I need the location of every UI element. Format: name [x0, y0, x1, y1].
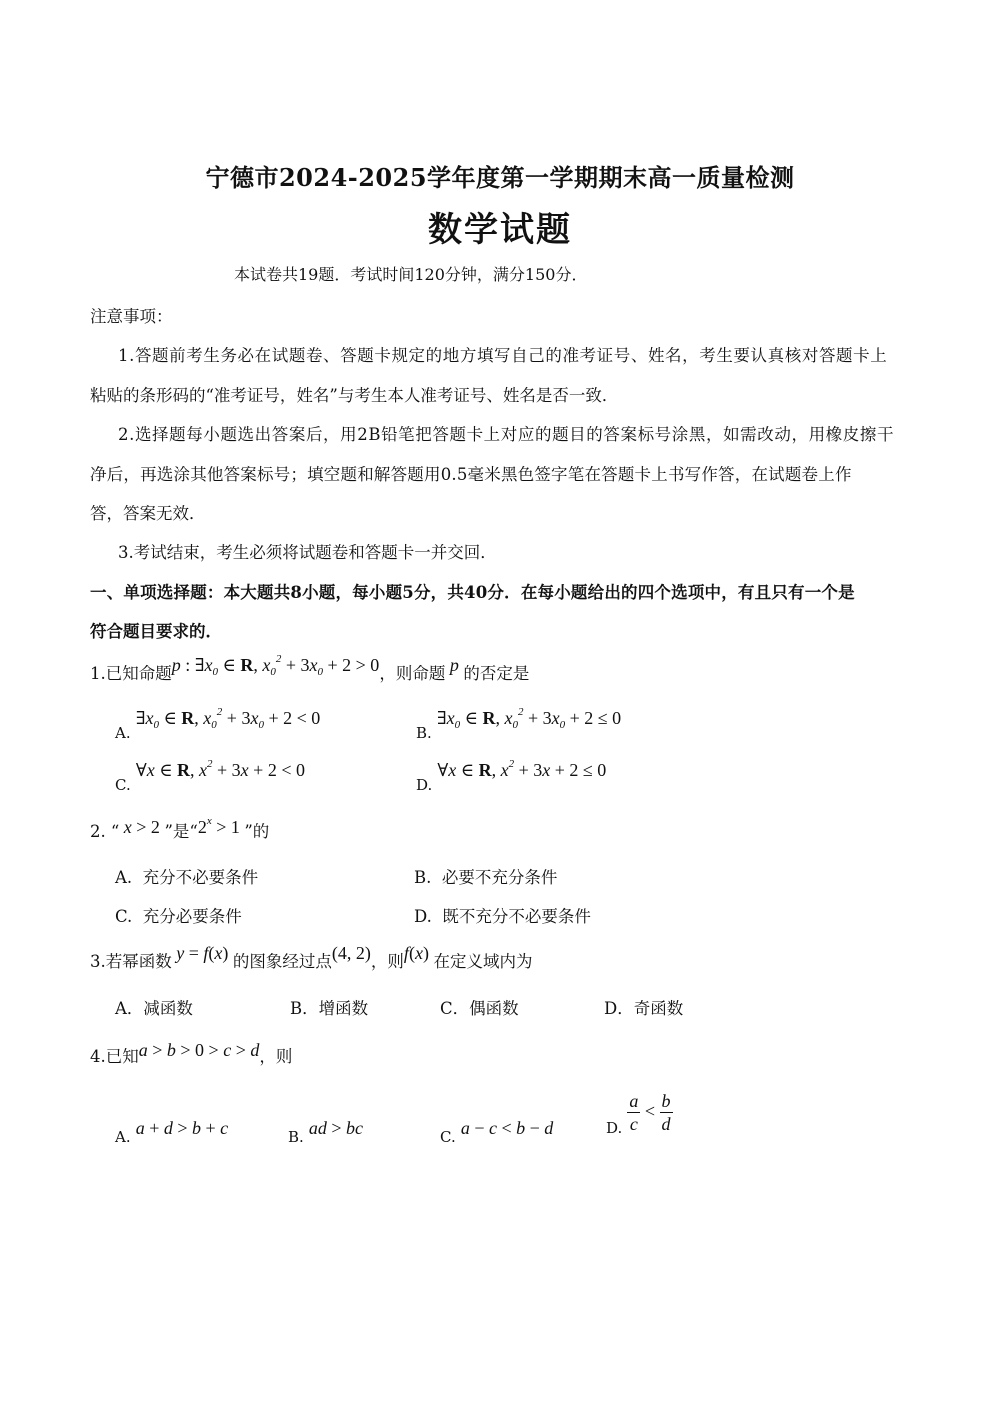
q3-option-a-label: A． — [115, 999, 144, 1018]
q4-option-d-label: D. — [606, 1118, 623, 1137]
question-3 — [90, 943, 533, 972]
q2-option-d-label: D. — [414, 907, 432, 926]
notice-item-1-line-2: 粘贴的条形码的“准考证号，姓名”与考生本人准考证号、姓名是否一致． — [90, 386, 619, 405]
notice-item-2-line-2: 净后，再选涂其他答案标号；填空题和解答题用0.5毫米黑色签字笔在答题卡上书写作答，在试题卷上作 — [90, 465, 852, 484]
q2-option-a-label: A. — [115, 868, 133, 887]
notice-item-3: 3.考试结束，考生必须将试题卷和答题卡一并交回． — [118, 543, 497, 562]
q4-option-a-label: A. — [115, 1128, 131, 1146]
q3-suffix: 在定义域内为 — [433, 952, 533, 971]
q1-option-c-formula: ∀x ∈ R, $x^2 + 3x + 2 < 0$ — [135, 758, 305, 780]
exam-title: 宁德市2024-2025学年度第一学期期末高一质量检测 — [205, 163, 795, 192]
q3-option-a-text: 减函数 — [143, 999, 193, 1018]
q1-option-c-label: C. — [115, 776, 131, 794]
notice-item-1-line-1: 1.答题前考生务必在试题卷、答题卡规定的地方填写自己的准考证号、姓名，考生要认真核对答题卡上 — [118, 346, 888, 365]
q4-suffix: ，则 — [259, 1047, 293, 1066]
section-1-heading-line-1: 一、单项选择题：本大题共8小题，每小题5分，共40分．在每小题给出的四个选项中，有且只有一个是 — [90, 583, 855, 602]
q2-option-d[interactable] — [414, 903, 591, 927]
q2-option-a-text: 充分不必要条件 — [142, 868, 259, 887]
q2-option-a[interactable] — [115, 864, 258, 888]
q1-suffix: 的否定是 — [463, 664, 530, 683]
q1-option-d[interactable] — [416, 758, 607, 794]
q2-option-c-label: C. — [115, 907, 133, 926]
q3-option-b-label: B． — [290, 999, 319, 1018]
q2-option-c-text: 充分必要条件 — [142, 907, 242, 926]
subject-title: 数学试题 — [428, 210, 572, 250]
q2-condition-1: x > 2 — [119, 817, 165, 837]
q3-option-a[interactable] — [115, 995, 193, 1019]
q3-option-c-text: 偶函数 — [469, 999, 519, 1018]
q1-option-a[interactable] — [115, 706, 321, 742]
q1-option-b-label: B. — [416, 724, 432, 742]
notice-item-2-line-3: 答，答案无效． — [90, 504, 206, 523]
q3-option-c-label: C． — [440, 999, 470, 1018]
q1-option-b-formula: $\exists x_0$ ∈ R, $x_0^2 + 3x_0 + 2 \le 0$ — [436, 706, 622, 731]
q1-option-d-formula: ∀x ∈ R, $x^2 + 3x + 2 \le 0$ — [437, 758, 607, 780]
q2-quote-open: “ — [110, 822, 120, 841]
q3-function-symbol: f(x) — [403, 943, 434, 963]
q1-option-c[interactable] — [115, 758, 305, 794]
q1-proposition-formula: p : $\exists x_0$ ∈ R, $x_0^2 + 3x_0 + 2 > 0$ — [171, 653, 380, 678]
q1-prefix: 1.已知命题 — [90, 664, 172, 683]
q3-option-d[interactable] — [604, 995, 683, 1019]
q2-quote-mid: ”是“ — [164, 822, 198, 841]
q3-prefix: 3.若幂函数 — [90, 952, 172, 971]
q1-option-b[interactable] — [416, 706, 622, 742]
q4-option-c[interactable] — [440, 1118, 554, 1146]
q4-option-b-label: B. — [288, 1128, 304, 1146]
exam-intro: 本试卷共19题．考试时间120分钟，满分150分． — [234, 265, 588, 284]
q3-option-b[interactable] — [290, 995, 368, 1019]
q1-option-d-label: D. — [416, 776, 433, 794]
q3-option-b-text: 增函数 — [318, 999, 369, 1018]
q4-option-c-label: C. — [440, 1128, 456, 1146]
q3-option-d-label: D． — [604, 999, 634, 1018]
q4-option-a-formula: a + d > b + c — [135, 1118, 229, 1138]
q4-option-d[interactable] — [606, 1091, 673, 1137]
q4-prefix: 4.已知 — [90, 1047, 139, 1066]
q3-option-c[interactable] — [440, 995, 519, 1019]
q4-option-b-formula: ad > bc — [308, 1118, 364, 1138]
q4-option-b[interactable] — [288, 1118, 364, 1146]
q4-option-d-formula: $\frac{a}{c}$ < $\frac{b}{d}$ — [629, 1091, 671, 1134]
q3-middle: 的图象经过点 — [232, 952, 332, 971]
q4-condition-formula: a > b > 0 > c > d — [138, 1040, 260, 1060]
section-1-heading-line-2: 符合题目要求的． — [90, 622, 222, 641]
q1-option-a-formula: $\exists x_0$ ∈ R, $x_0^2 + 3x_0 + 2 < 0$ — [135, 706, 321, 731]
q3-point-formula: (4, 2) — [331, 943, 371, 963]
q2-option-b-text: 必要不充分条件 — [441, 868, 558, 887]
q2-condition-2: $2^x > 1$ — [197, 815, 245, 837]
q2-option-b-label: B. — [414, 868, 432, 887]
notice-heading: 注意事项： — [90, 307, 173, 326]
q1-option-a-label: A. — [115, 724, 131, 742]
q4-option-a[interactable] — [115, 1118, 229, 1146]
notice-item-2-line-1: 2.选择题每小题选出答案后，用2B铅笔把答题卡上对应的题目的答案标号涂黑，如需改动，用橡皮擦干 — [118, 425, 895, 444]
q2-quote-close: ”的 — [244, 822, 270, 841]
q2-option-d-text: 既不充分不必要条件 — [442, 907, 591, 926]
q3-middle-2: ，则 — [370, 952, 404, 971]
q1-middle: ，则命题 — [379, 664, 446, 683]
q3-function-formula: y = f(x) — [171, 943, 233, 963]
q2-option-b[interactable] — [414, 864, 557, 888]
q2-number: 2. — [90, 822, 106, 841]
q1-p-symbol: p — [445, 655, 464, 675]
question-1 — [90, 653, 530, 686]
q2-option-c[interactable] — [115, 903, 242, 927]
q3-option-d-text: 奇函数 — [633, 999, 684, 1018]
q4-option-c-formula: a − c < b − d — [460, 1118, 554, 1138]
question-2 — [90, 815, 270, 842]
question-4 — [90, 1040, 293, 1067]
